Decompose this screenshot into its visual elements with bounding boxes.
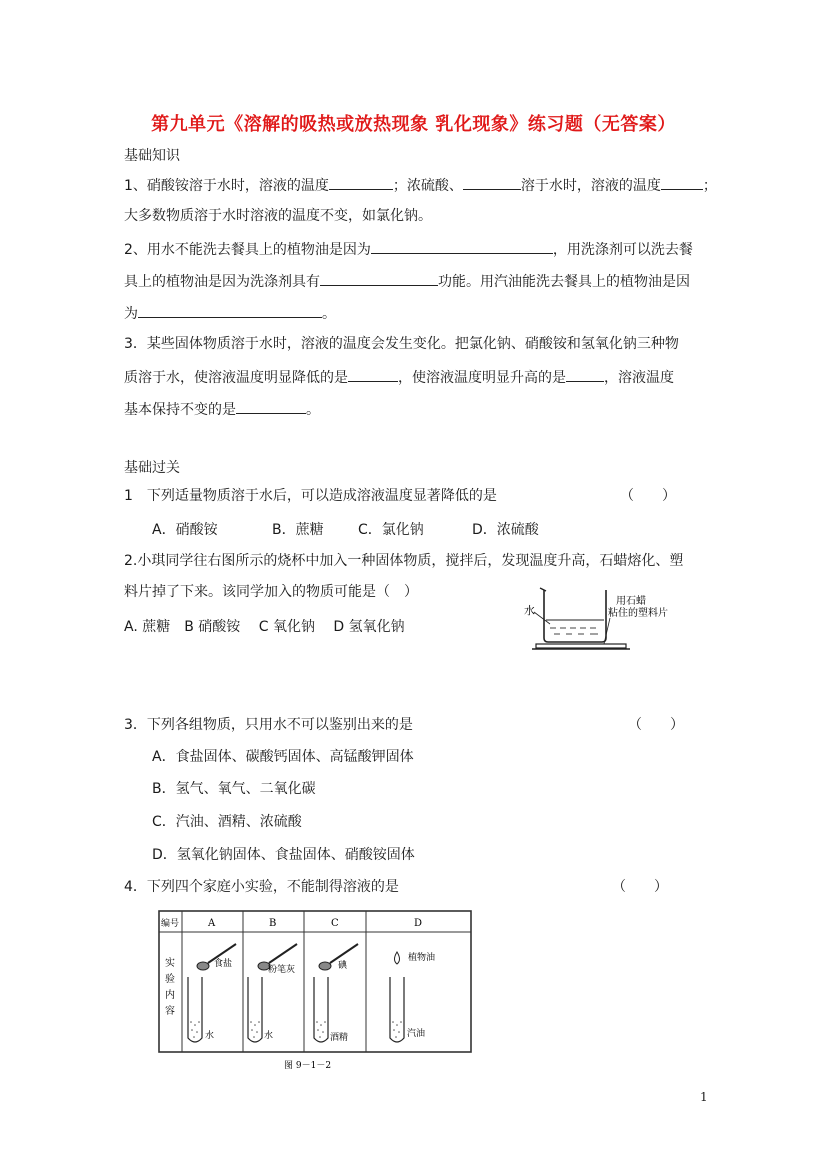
question-3-line-3 [124,398,320,420]
mc1-option-c[interactable]: C．氯化钠 [358,522,424,538]
solid-label-d: 植物油 [408,953,436,963]
q2-text-a: 2、用水不能洗去餐具上的植物油是因为 [124,242,371,258]
question-2-line-2 [124,270,690,292]
question-1-line-1 [124,174,717,196]
mc1-answer-paren: （ ） [620,488,676,504]
solid-label-b: 粉笔灰 [268,965,296,975]
water-label: 水 [524,604,535,617]
q2-text-c: 具上的植物油是因为洗涤剂具有 [124,274,320,290]
col-label-d: D [414,918,423,929]
q2-text-b: ，用洗涤剂可以洗去餐 [552,242,693,258]
spoon-a [197,962,209,970]
q1-blank-3[interactable] [661,174,703,190]
water-pointer [534,612,550,624]
plastic-sheet [536,644,626,648]
section-heading-practice: 基础过关 [124,460,180,476]
row-label-4: 容 [165,1006,175,1017]
beaker-spout [540,588,546,591]
q3-blank-2[interactable] [566,366,604,382]
q1-text-b: ；浓硫酸、 [392,178,463,194]
row-label-1: 实 [165,958,175,969]
q2-text-e: 为 [124,306,138,322]
q2-blank-1[interactable] [371,238,553,254]
wax-label-2: 粘住的塑料片 [608,608,668,619]
mc2-line-1: 2.小琪同学往右图所示的烧杯中加入一种固体物质，搅拌后，发现温度升高，石蜡熔化、塑 [124,553,684,569]
wax-pointer [604,618,610,644]
liquid-label-d: 汽油 [407,1029,426,1039]
q3-blank-1[interactable] [348,366,398,382]
mc3-option-a[interactable]: A．食盐固体、碳酸钙固体、高锰酸钾固体 [152,749,414,765]
section-heading-basics: 基础知识 [124,148,180,164]
table-header-label: 编号 [161,919,180,929]
solid-label-a: 食盐 [214,959,233,969]
col-label-a: A [208,918,216,929]
beaker-figure [518,582,678,654]
question-2-line-1 [124,238,693,260]
q2-text-f: 。 [322,306,336,322]
question-3-line-1: 3．某些固体物质溶于水时，溶液的温度会发生变化。把氯化钠、硝酸铵和氢氧化钠三种物 [124,336,679,352]
q1-text-d: ； [702,178,717,194]
col-label-c: C [331,918,339,929]
liquid-label-c: 酒精 [330,1033,349,1043]
mc3-answer-paren: （ ） [628,717,684,733]
q2-blank-2[interactable] [320,270,438,286]
mc1-option-b[interactable]: B．蔗糖 [272,522,324,538]
solid-label-c: 碘 [338,961,348,971]
figure-caption: 图 9－1－2 [284,1061,332,1071]
row-label-2: 验 [165,974,175,985]
liquid-label-a: 水 [205,1031,215,1041]
page-title: 第九单元《溶解的吸热或放热现象 乳化现象》练习题（无答案） [151,114,676,135]
mc4-answer-paren: （ ） [612,879,668,895]
page-number: 1 [700,1090,708,1104]
mc1-stem: 1 下列适量物质溶于水后，可以造成溶液温度显著降低的是 [124,488,497,504]
question-3-line-2 [124,366,674,388]
mc2-options: A. 蔗糖 B 硝酸铵 C 氧化钠 D 氢氧化钠 [124,619,405,635]
liquid-label-b: 水 [264,1031,274,1041]
q3-text-d: 基本保持不变的是 [124,402,236,418]
q2-text-d: 功能。用汽油能洗去餐具上的植物油是因 [438,274,690,290]
q3-blank-3[interactable] [236,398,306,414]
mc3-stem: 3．下列各组物质，只用水不可以鉴别出来的是 [124,717,413,733]
mc4-stem: 4．下列四个家庭小实验，不能制得溶液的是 [124,879,399,895]
mc3-option-b[interactable]: B．氢气、氧气、二氧化碳 [152,781,316,797]
experiment-table-figure [158,910,474,1075]
q1-blank-2[interactable] [463,174,521,190]
question-1-line-2: 大多数物质溶于水时溶液的温度不变，如氯化钠。 [124,208,432,224]
q1-blank-1[interactable] [329,174,393,190]
mc2-line-2: 料片掉了下来。该同学加入的物质可能是（ ） [124,584,418,600]
question-2-line-3 [124,302,336,324]
wax-label-1: 用石蜡 [616,596,646,607]
water-hatching [550,628,598,634]
q2-blank-3[interactable] [138,302,322,318]
row-label-3: 内 [165,990,175,1001]
mc3-option-d[interactable]: D．氢氧化钠固体、食盐固体、硝酸铵固体 [152,847,415,863]
spoon-c [319,962,331,970]
mc3-option-c[interactable]: C．汽油、酒精、浓硫酸 [152,814,302,830]
q1-text-a: 1、硝酸铵溶于水时，溶液的温度 [124,178,329,194]
mc1-option-d[interactable]: D．浓硫酸 [472,522,539,538]
q3-text-b: ，使溶液温度明显升高的是 [398,370,566,386]
mc1-option-a[interactable]: A．硝酸铵 [152,522,218,538]
q3-text-e: 。 [306,402,320,418]
q1-text-c: 溶于水时，溶液的温度 [520,178,661,194]
q3-text-c: ，溶液温度 [604,370,674,386]
q3-text-a: 质溶于水，使溶液温度明显降低的是 [124,370,348,386]
col-label-b: B [269,918,277,929]
